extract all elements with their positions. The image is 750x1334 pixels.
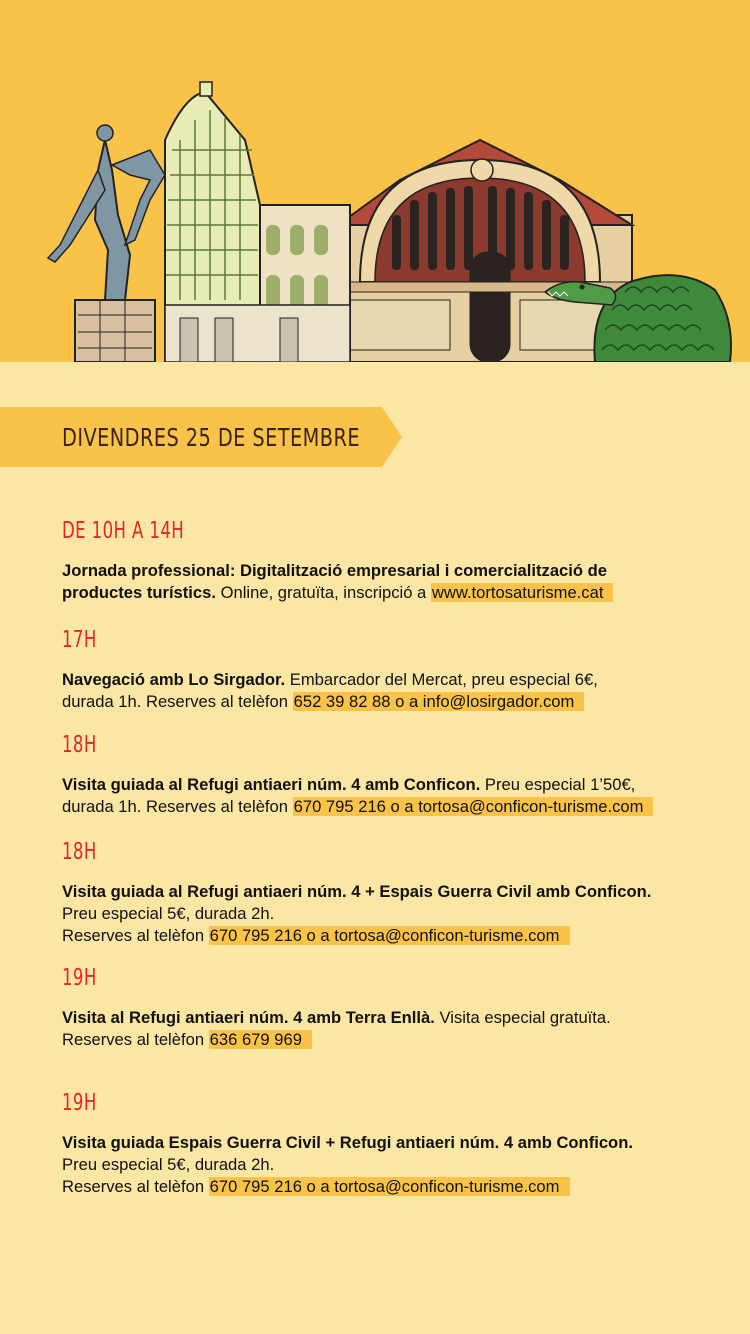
event-item	[62, 626, 712, 713]
event-item	[62, 838, 712, 947]
event-time: 18H	[62, 839, 97, 865]
event-contact-link[interactable]: 670 795 216 o a tortosa@conficon-turisme.com	[209, 926, 570, 945]
header-illustration	[0, 0, 750, 362]
day-ribbon	[0, 407, 402, 467]
event-details: Online, gratuïta, inscripció a	[216, 583, 431, 602]
event-title: Visita guiada al Refugi antiaeri núm. 4 + Espais Guerra Civil amb Conficon.	[62, 882, 652, 901]
event-contact-link[interactable]: 670 795 216 o a tortosa@conficon-turisme.com	[209, 1177, 570, 1196]
event-description	[62, 1132, 712, 1198]
market-hall	[338, 140, 632, 362]
event-contact-link[interactable]: 652 39 82 88 o a info@losirgador.com	[293, 692, 585, 711]
event-title: Visita guiada Espais Guerra Civil + Refugi antiaeri núm. 4 amb Conficon.	[62, 1133, 633, 1152]
modernist-building	[165, 82, 350, 362]
event-details-2: durada 1h. Reserves al telèfon	[62, 692, 293, 711]
event-details-2: Reserves al telèfon	[62, 926, 209, 945]
landmarks-illustration	[0, 0, 750, 362]
event-description	[62, 881, 712, 947]
event-time: 19H	[62, 1090, 97, 1116]
event-contact-link[interactable]: 636 679 969	[209, 1030, 312, 1049]
event-description	[62, 774, 712, 818]
event-details: Embarcador del Mercat, preu especial 6€,	[285, 670, 598, 689]
event-title: Navegació amb Lo Sirgador.	[62, 670, 286, 689]
event-item	[62, 517, 712, 604]
event-website-link[interactable]: www.tortosaturisme.cat	[431, 583, 614, 602]
event-time: 17H	[62, 627, 97, 653]
event-time: DE 10H A 14H	[62, 518, 185, 544]
event-time: 19H	[62, 965, 97, 991]
event-details: Visita especial gratuïta.	[434, 1008, 611, 1027]
day-title: DIVENDRES 25 DE SETEMBRE	[62, 423, 360, 452]
event-details-2: Reserves al telèfon	[62, 1177, 209, 1196]
event-title: Visita guiada al Refugi antiaeri núm. 4 amb Conficon.	[62, 775, 481, 794]
event-title-cont: productes turístics.	[62, 583, 216, 602]
event-title: Jornada professional: Digitalització empresarial i comercialització de	[62, 561, 608, 580]
event-description	[62, 669, 712, 713]
event-details-2: durada 1h. Reserves al telèfon	[62, 797, 293, 816]
event-item	[62, 731, 712, 818]
event-item	[62, 1089, 712, 1198]
event-details: Preu especial 5€, durada 2h.	[62, 1155, 275, 1174]
dancer-statue	[48, 125, 165, 362]
event-details: Preu especial 1’50€,	[480, 775, 636, 794]
event-details-2: Reserves al telèfon	[62, 1030, 209, 1049]
event-description	[62, 560, 712, 604]
event-contact-link[interactable]: 670 795 216 o a tortosa@conficon-turisme.com	[293, 797, 654, 816]
event-item	[62, 964, 712, 1051]
event-details: Preu especial 5€, durada 2h.	[62, 904, 275, 923]
event-title: Visita al Refugi antiaeri núm. 4 amb Terra Enllà.	[62, 1008, 435, 1027]
event-time: 18H	[62, 732, 97, 758]
event-description	[62, 1007, 712, 1051]
